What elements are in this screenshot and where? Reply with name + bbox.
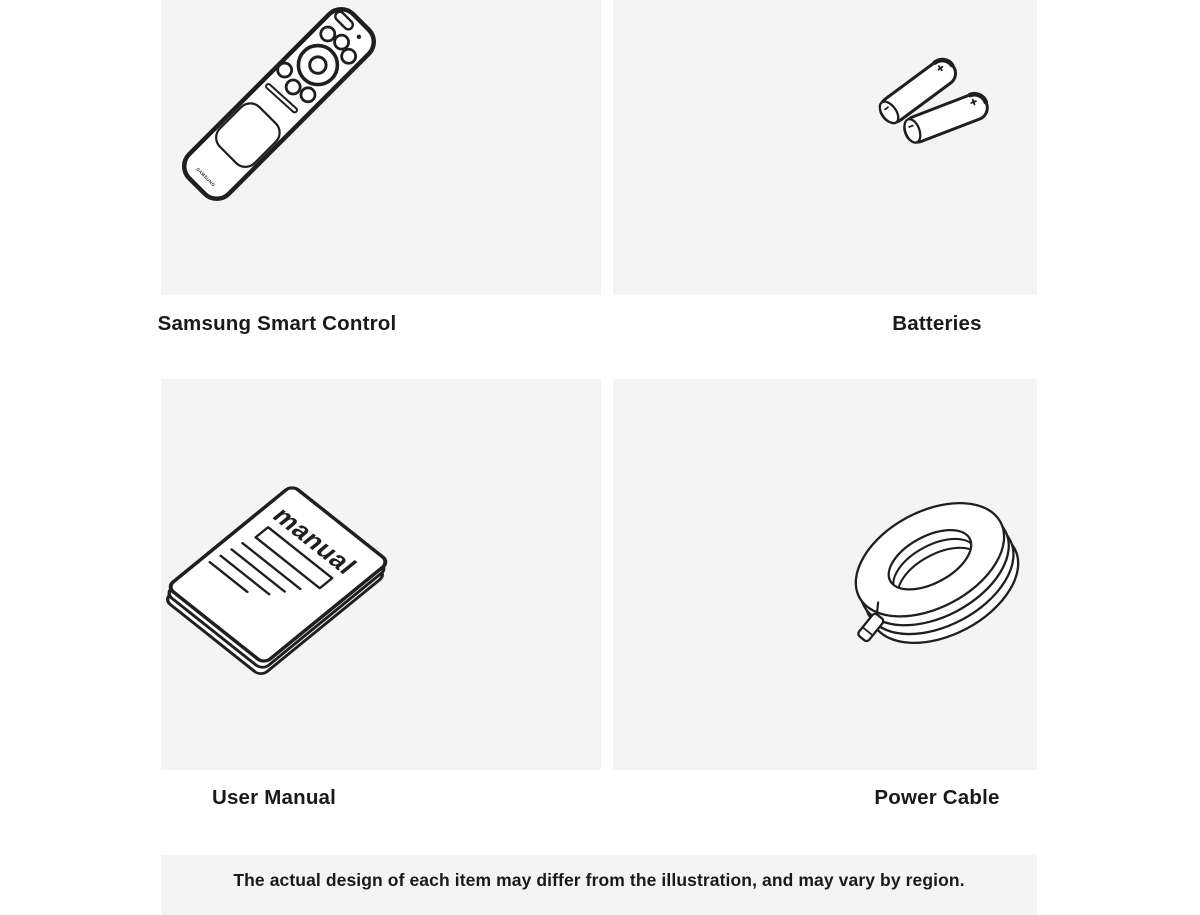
box-item-panel-manual <box>161 379 601 770</box>
item-label-remote: Samsung Smart Control <box>157 312 397 335</box>
user-manual-icon <box>161 379 601 770</box>
disclaimer-text: The actual design of each item may differ from the illustration, and may vary by region. <box>233 870 965 890</box>
item-label-batteries: Batteries <box>892 312 982 335</box>
box-item-panel-batteries <box>613 0 1037 295</box>
remote-brand-label: SAMSUNG <box>195 166 217 188</box>
box-item-panel-cable <box>613 379 1037 770</box>
box-item-panel-remote <box>161 0 601 295</box>
remote-icon <box>161 0 601 295</box>
item-label-cable: Power Cable <box>874 786 1000 809</box>
power-cable-icon <box>613 379 1037 770</box>
batteries-icon <box>613 0 1037 295</box>
item-label-manual: User Manual <box>211 786 337 809</box>
footer-disclaimer-bar <box>161 855 1037 915</box>
manual-cover-label: manual <box>266 501 364 580</box>
